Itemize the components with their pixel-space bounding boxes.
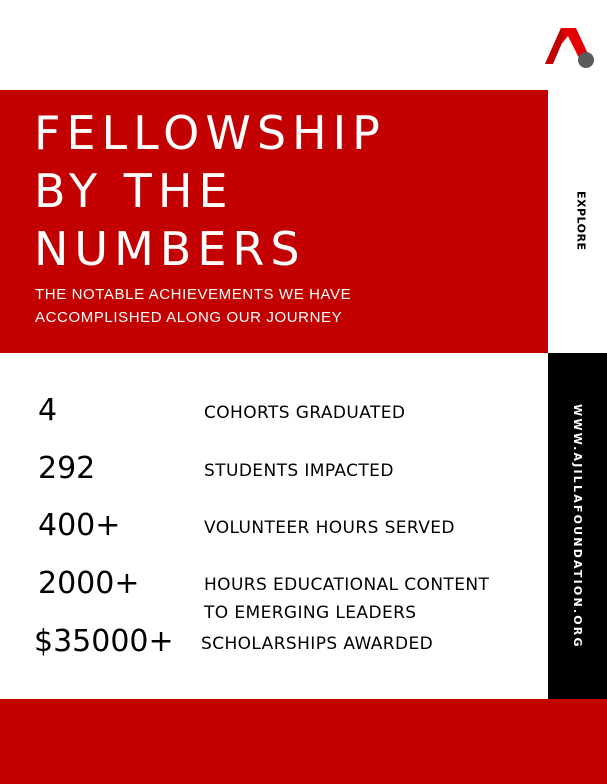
subtitle-line: THE NOTABLE ACHIEVEMENTS WE HAVE [35,286,352,303]
stat-label-line: COHORTS GRADUATED [204,403,406,423]
title-line: FELLOWSHIP [34,106,386,160]
stat-label-scholarships [201,630,433,658]
title-line: BY THE [34,164,234,218]
stat-value-scholarships: $35000+ [34,624,174,659]
stat-label-line: STUDENTS IMPACTED [204,461,394,481]
stat-label-cohorts [204,399,405,427]
subtitle-line: ACCOMPLISHED ALONG OUR JOURNEY [35,309,343,326]
stat-label-content-hours [204,571,489,627]
logo-icon [540,20,600,70]
explore-label: EXPLORE [574,191,588,251]
page-subtitle [35,283,351,329]
stat-label-line: HOURS EDUCATIONAL CONTENT [204,575,490,595]
stat-value-content-hours: 2000+ [38,566,140,601]
stat-label-line: SCHOLARSHIPS AWARDED [201,634,434,654]
stat-value-students: 292 [38,451,96,486]
stat-label-students [204,457,394,485]
footer-band [0,699,607,784]
title-line: NUMBERS [34,222,306,276]
stat-value-cohorts: 4 [38,393,58,428]
stat-label-volunteer-hours [204,514,455,542]
stat-label-line: VOLUNTEER HOURS SERVED [204,518,455,538]
page-title [34,104,386,278]
explore-link[interactable] [567,190,595,252]
side-bar [548,353,607,699]
stat-label-line: TO EMERGING LEADERS [204,603,417,623]
stat-value-volunteer-hours: 400+ [38,508,121,543]
website-link[interactable]: WWW.AJILLAFOUNDATION.ORG [571,403,584,649]
